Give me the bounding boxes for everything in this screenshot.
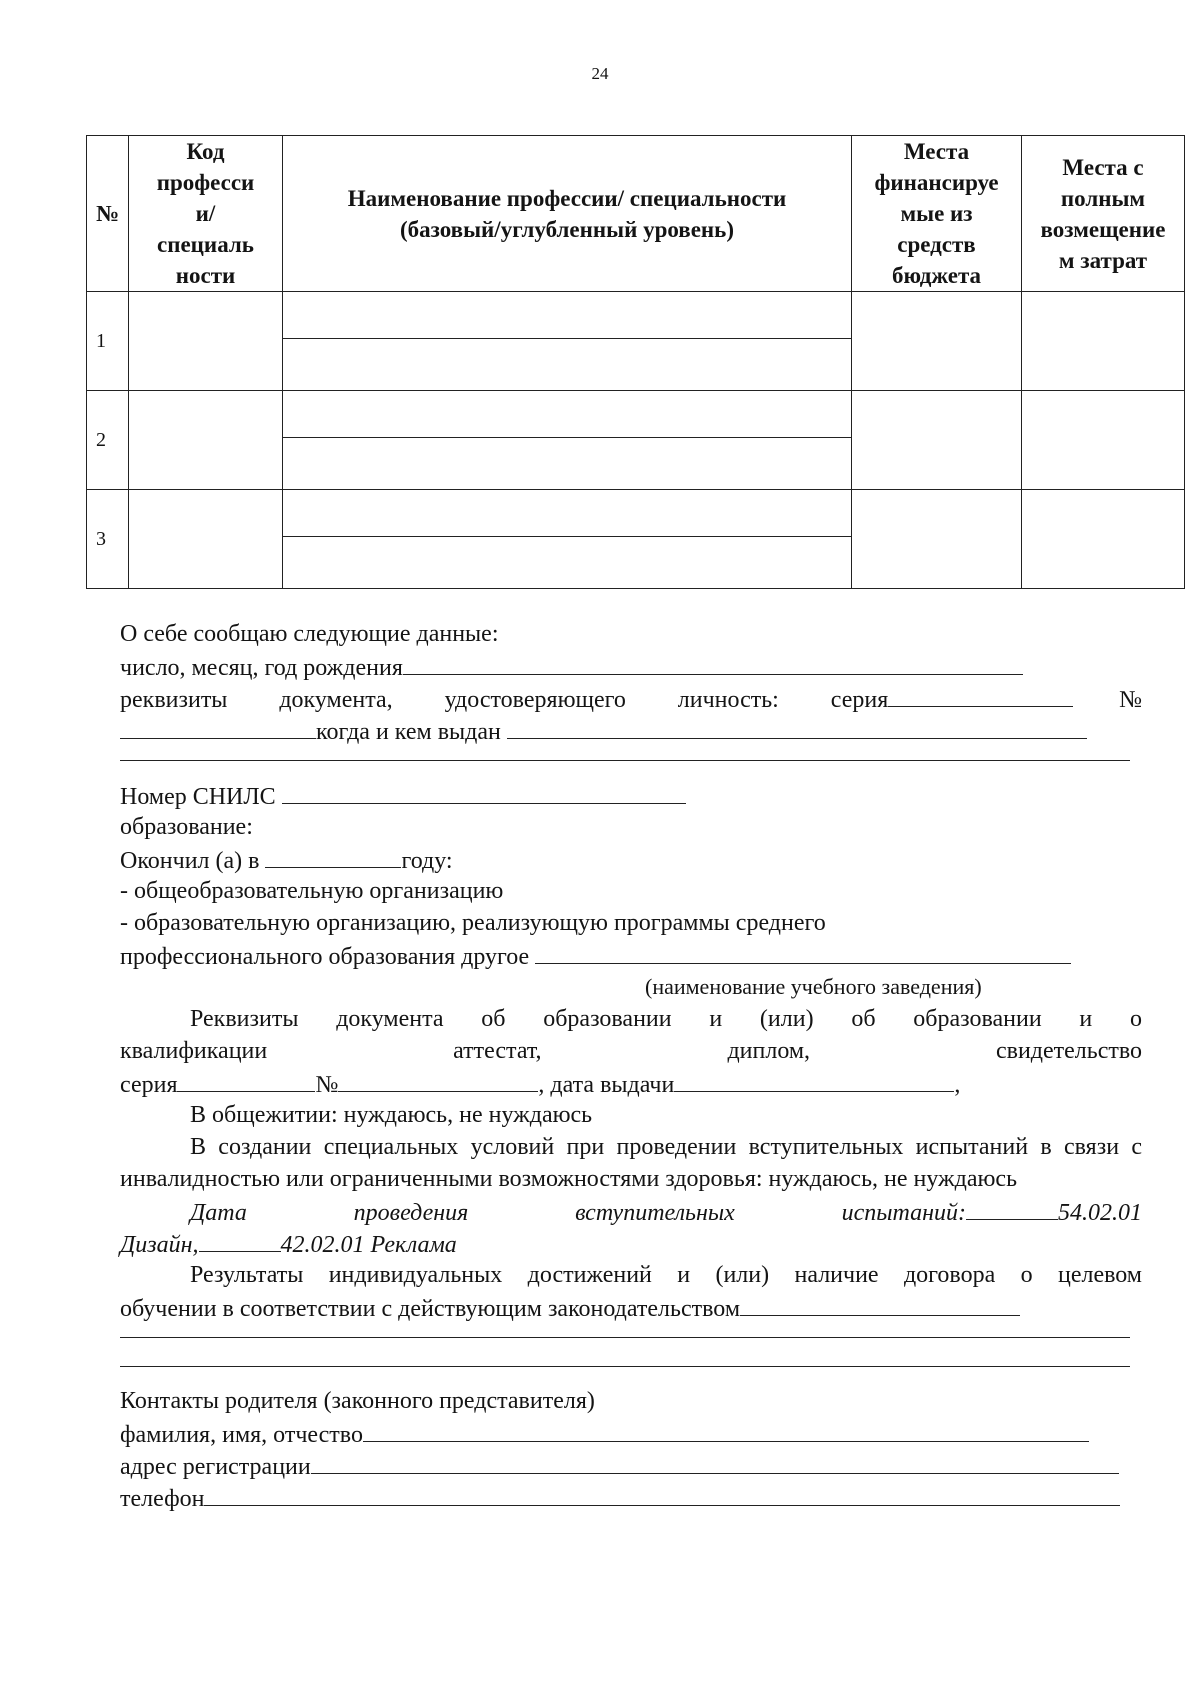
id-series-label: серия [830, 687, 889, 713]
personal-data-form [120, 618, 1142, 1513]
exam-date-field-design[interactable] [966, 1195, 1058, 1220]
exam-date-label: испытаний: [841, 1200, 966, 1226]
name-cell[interactable] [283, 391, 852, 490]
paid-cell[interactable] [1022, 490, 1185, 589]
id-doc-word: личность: [677, 687, 779, 713]
id-series-group [831, 687, 1142, 713]
name-subrow-divider [283, 292, 851, 339]
graduated-prefix: Окончил (а) в [120, 848, 260, 874]
row-number: 3 [87, 490, 129, 589]
name-cell[interactable] [283, 490, 852, 589]
parent-phone-label: телефон [120, 1486, 205, 1512]
issued-by-field[interactable] [507, 714, 1087, 739]
institution-caption: (наименование учебного заведения) [645, 974, 982, 999]
exam-specialty-design: Дизайн, [120, 1232, 199, 1258]
graduated-suffix: году: [401, 848, 453, 874]
parent-name-label: фамилия, имя, отчество [120, 1422, 363, 1448]
page-number: 24 [591, 64, 609, 83]
edu-number-label: № [315, 1072, 339, 1098]
id-doc-word: удостоверяющего [444, 687, 626, 713]
issue-date-label: , дата выдачи [538, 1072, 675, 1098]
table-header-row [87, 136, 1185, 292]
other-institution-field[interactable] [535, 939, 1071, 964]
snils-line [120, 779, 1142, 811]
header-name: Наименование профессии/ специальности (базовый/углубленный уровень) [283, 136, 852, 292]
snils-label: Номер СНИЛС [120, 784, 276, 810]
id-doc-word: реквизиты [120, 687, 228, 713]
exam-date-line-1 [120, 1195, 1142, 1227]
budget-cell[interactable] [852, 292, 1022, 391]
exam-date-group [842, 1200, 1142, 1226]
issue-date-field[interactable] [674, 1067, 954, 1092]
edu-series-label: серия [120, 1072, 178, 1098]
parent-name-field[interactable] [363, 1417, 1089, 1442]
row-number: 2 [87, 391, 129, 490]
edu-doc-word: свидетельство [995, 1038, 1143, 1064]
option-other-label: профессионального образования другое [120, 944, 530, 970]
id-document-line [120, 682, 1142, 714]
issued-label: когда и кем выдан [316, 719, 501, 745]
achievements-continuation-field-1[interactable] [120, 1323, 1130, 1338]
education-label: образование: [120, 814, 253, 840]
exam-date-line-2 [120, 1227, 1142, 1259]
parent-address-label: адрес регистрации [120, 1454, 311, 1480]
graduation-year-field[interactable] [265, 843, 401, 868]
id-number-label: № [1073, 687, 1143, 713]
table-row [87, 292, 1185, 391]
paid-cell[interactable] [1022, 292, 1185, 391]
header-paid-places: Места с полным возмещение м затрат [1022, 136, 1185, 292]
edu-doc-word: диплом, [727, 1038, 811, 1064]
parent-phone-line [120, 1481, 1142, 1513]
edu-document-line-2 [120, 1035, 1142, 1067]
header-budget-places: Места финансируе мые из средств бюджета [852, 136, 1022, 292]
exam-date-word: вступительных [575, 1200, 735, 1226]
birth-date-label: число, месяц, год рождения [120, 655, 403, 681]
birth-date-line [120, 650, 1142, 682]
graduation-year-line [120, 843, 1142, 875]
exam-date-field-ads[interactable] [199, 1227, 281, 1252]
issued-by-continuation-field[interactable] [120, 746, 1130, 761]
id-number-field[interactable] [120, 714, 316, 739]
id-doc-word: документа, [279, 687, 393, 713]
header-num: № [87, 136, 129, 292]
birth-date-field[interactable] [403, 650, 1023, 675]
exam-date-word: Дата [190, 1200, 247, 1226]
paid-cell[interactable] [1022, 391, 1185, 490]
parent-address-line [120, 1449, 1142, 1481]
code-cell[interactable] [129, 391, 283, 490]
parent-phone-field[interactable] [204, 1481, 1120, 1506]
achievements-label: обучении в соответствии с действующим законодательством [120, 1296, 741, 1322]
other-institution-line [120, 939, 1142, 971]
achievements-field[interactable] [740, 1291, 1020, 1316]
option-spo: - образовательную организацию, реализующую программы среднего [120, 910, 826, 936]
row-number: 1 [87, 292, 129, 391]
trailing-comma: , [954, 1072, 961, 1098]
name-subrow-divider [283, 490, 851, 537]
form-intro: О себе сообщаю следующие данные: [120, 621, 499, 647]
parent-address-field[interactable] [311, 1449, 1119, 1474]
exam-date-word: проведения [353, 1200, 469, 1226]
parent-name-line [120, 1417, 1142, 1449]
name-cell[interactable] [283, 292, 852, 391]
header-code: Код професси и/ специаль ности [129, 136, 283, 292]
snils-field[interactable] [282, 779, 686, 804]
code-cell[interactable] [129, 490, 283, 589]
achievements-line-1: Результаты индивидуальных достижений и (или) наличие договора о целевом [190, 1262, 1142, 1288]
exam-specialty-ads: 42.02.01 Реклама [280, 1232, 457, 1258]
edu-doc-word: квалификации [120, 1038, 268, 1064]
id-series-field[interactable] [888, 682, 1073, 707]
achievements-continuation-field-2[interactable] [120, 1352, 1130, 1367]
budget-cell[interactable] [852, 391, 1022, 490]
dormitory-line: В общежитии: нуждаюсь, не нуждаюсь [190, 1102, 593, 1128]
code-cell[interactable] [129, 292, 283, 391]
parent-contacts-header: Контакты родителя (законного представителя) [120, 1388, 595, 1414]
issued-line [120, 714, 1142, 746]
edu-document-line-1: Реквизиты документа об образовании и (или) об образовании и о [190, 1006, 1142, 1032]
option-general-school: - общеобразовательную организацию [120, 878, 504, 904]
exam-code-design: 54.02.01 [1058, 1200, 1142, 1226]
edu-document-fields-line [120, 1067, 1142, 1099]
edu-number-field[interactable] [338, 1067, 538, 1092]
budget-cell[interactable] [852, 490, 1022, 589]
table-row [87, 391, 1185, 490]
edu-series-field[interactable] [177, 1067, 315, 1092]
name-subrow-divider [283, 391, 851, 438]
achievements-line-2 [120, 1291, 1142, 1323]
table-row [87, 490, 1185, 589]
edu-doc-word: аттестат, [453, 1038, 542, 1064]
specialty-table [86, 135, 1185, 589]
special-conditions-text: В создании специальных условий при проведении вступительных испытаний в связи с инвалидностью или ограниченными возможностями здоровья: нуждаюсь, не нуждаюсь [120, 1134, 1142, 1192]
